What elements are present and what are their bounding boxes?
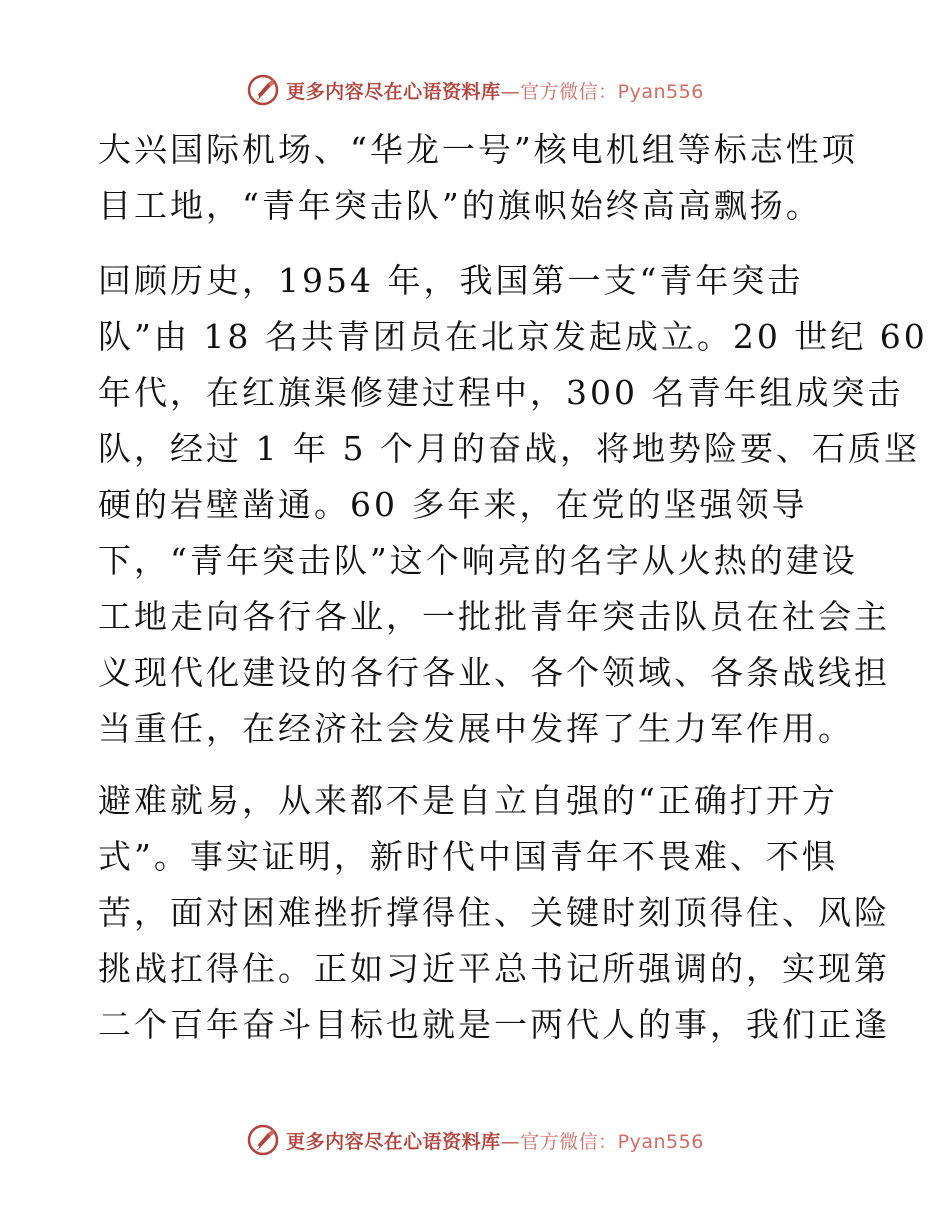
- text-line: 队，经过 1 年 5 个月的奋战，将地势险要、石质坚: [98, 429, 920, 468]
- pen-logo-icon: [246, 1123, 280, 1157]
- watermark-wechat: 官方微信：Pyan556: [520, 1130, 704, 1153]
- watermark-brand: 更多内容尽在心语资料库: [286, 80, 501, 103]
- text-line: 队”由 18 名共青团员在北京发起成立。20 世纪 60: [98, 317, 928, 356]
- paragraph-1: [98, 122, 858, 234]
- watermark-brand: 更多内容尽在心语资料库: [286, 1130, 501, 1153]
- text-line: 二个百年奋斗目标也就是一两代人的事，我们正逢: [98, 1005, 890, 1044]
- watermark-wechat: 官方微信：Pyan556: [520, 80, 704, 103]
- text-line: 义现代化建设的各行各业、各个领域、各条战线担: [98, 653, 890, 692]
- text-line: 下，“青年突击队”这个响亮的名字从火热的建设: [98, 541, 858, 580]
- text-line: 当重任，在经济社会发展中发挥了生力军作用。: [98, 709, 854, 748]
- text-line: 苦，面对困难挫折撑得住、关键时刻顶得住、风险: [98, 893, 890, 932]
- text-line: 避难就易，从来都不是自立自强的“正确打开方: [98, 781, 838, 820]
- watermark-text: [286, 1127, 704, 1154]
- text-line: 年代，在红旗渠修建过程中，300 名青年组成突击: [98, 373, 904, 412]
- document-body: [98, 122, 928, 1053]
- text-line: 回顾历史，1954 年，我国第一支“青年突击: [98, 261, 804, 300]
- paragraph-3: [98, 773, 890, 1053]
- pen-logo-icon: [246, 73, 280, 107]
- text-line: 大兴国际机场、“华龙一号”核电机组等标志性项: [98, 130, 858, 169]
- text-line: 式”。事实证明，新时代中国青年不畏难、不惧: [98, 837, 838, 876]
- header-watermark: [0, 70, 950, 110]
- text-line: 硬的岩壁凿通。60 多年来，在党的坚强领导: [98, 485, 808, 524]
- watermark-dash: —: [500, 80, 521, 103]
- text-line: 挑战扛得住。正如习近平总书记所强调的，实现第: [98, 949, 890, 988]
- text-line: 工地走向各行各业，一批批青年突击队员在社会主: [98, 597, 890, 636]
- footer-watermark: [0, 1120, 950, 1160]
- paragraph-2: [98, 253, 928, 757]
- watermark-text: [286, 77, 704, 104]
- watermark-dash: —: [500, 1130, 521, 1153]
- text-line: 目工地，“青年突击队”的旗帜始终高高飘扬。: [98, 186, 822, 225]
